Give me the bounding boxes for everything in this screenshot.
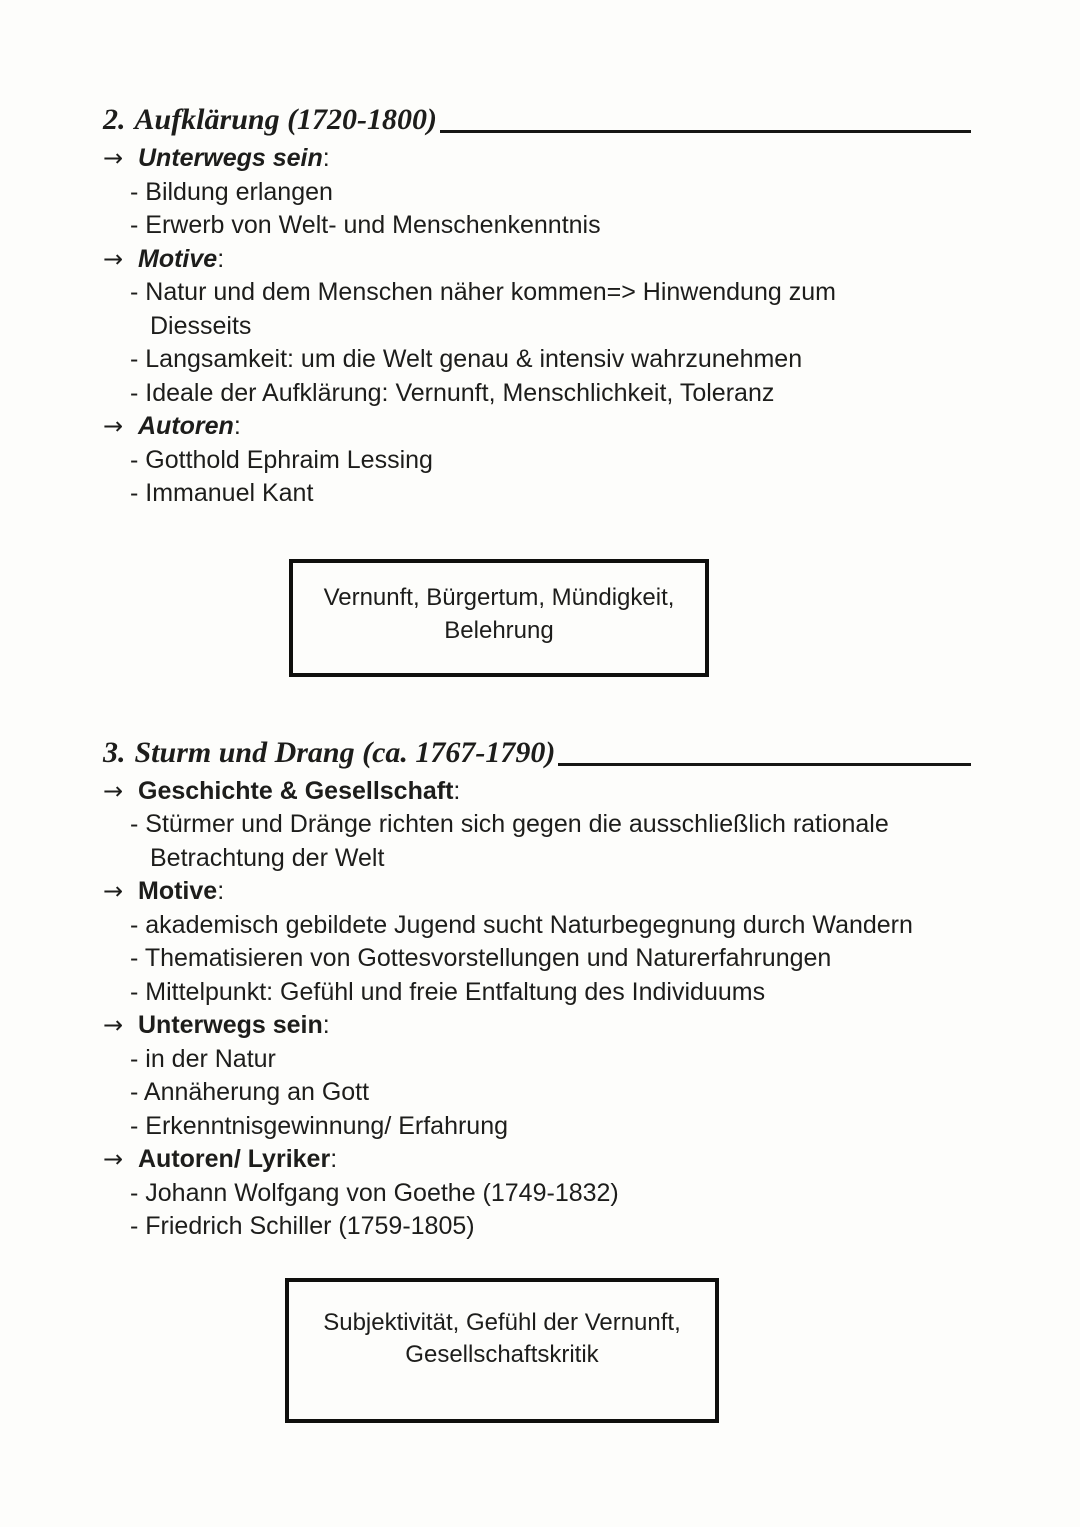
section-sturm-und-drang (103, 734, 971, 1423)
section-title: Sturm und Drang (ca. 1767-1790) (134, 735, 556, 769)
item-list (103, 142, 971, 511)
section-title: Aufklärung (1720-1800) (134, 103, 438, 136)
arrow-item (103, 775, 971, 809)
list-item-continuation: Betrachtung der Welt (150, 843, 385, 872)
keyword-box (289, 559, 709, 677)
list-item: - Thematisieren von Gottesvorstellungen und Naturerfahrungen (130, 944, 832, 972)
list-item: - Erwerb von Welt- und Menschenkenntnis (130, 211, 601, 239)
item-colon: : (330, 1145, 338, 1173)
item-colon: : (233, 412, 241, 440)
heading-underline (440, 130, 971, 133)
list-item: - Ideale der Aufklärung: Vernunft, Menschlichkeit, Toleranz (130, 378, 775, 407)
arrow-item (103, 410, 971, 444)
item-label: Autoren/ Lyriker (138, 1145, 331, 1173)
list-item: - Stürmer und Dränge richten sich gegen die ausschließlich rationale (130, 810, 889, 838)
list-item: - akademisch gebildete Jugend sucht Naturbegegnung durch Wandern (130, 910, 913, 939)
arrow-icon: → (103, 244, 124, 273)
list-item: - Friedrich Schiller (1759-1805) (130, 1212, 475, 1240)
item-label: Motive (138, 244, 218, 273)
list-item: - Annäherung an Gott (130, 1078, 370, 1106)
arrow-item (103, 142, 971, 176)
item-label: Unterwegs sein (138, 1011, 323, 1039)
heading-underline (558, 763, 971, 766)
arrow-icon: → (103, 412, 124, 440)
item-label: Geschichte & Gesellschaft (138, 776, 454, 805)
section-heading (103, 734, 971, 771)
list-item: - Gotthold Ephraim Lessing (130, 445, 433, 474)
keyword-box-line: Belehrung (444, 616, 554, 644)
list-item: - Natur und dem Menschen näher kommen=> Hinwendung zum (130, 278, 836, 306)
section-aufklaerung (103, 101, 971, 677)
item-list (103, 775, 971, 1244)
item-label: Motive (138, 877, 218, 905)
section-number: 3. (103, 735, 126, 769)
list-item: - Immanuel Kant (130, 479, 314, 507)
item-label: Unterwegs sein (138, 144, 323, 172)
item-colon: : (217, 877, 225, 905)
arrow-icon: → (103, 144, 124, 172)
list-item: - Bildung erlangen (130, 177, 333, 206)
arrow-icon: → (103, 776, 124, 805)
list-item: - Langsamkeit: um die Welt genau & intensiv wahrzunehmen (130, 345, 803, 373)
list-item-continuation: Diesseits (150, 311, 252, 340)
arrow-item (103, 243, 971, 277)
item-colon: : (322, 1011, 330, 1039)
section-heading (103, 101, 971, 138)
arrow-item (103, 875, 971, 909)
document-content (103, 101, 971, 1423)
keyword-box-line: Vernunft, Bürgertum, Mündigkeit, (323, 584, 675, 611)
arrow-item (103, 1009, 971, 1043)
keyword-box (285, 1278, 719, 1423)
item-label: Autoren (138, 412, 234, 440)
arrow-item (103, 1143, 971, 1177)
arrow-icon: → (103, 1011, 124, 1039)
list-item: - Mittelpunkt: Gefühl und freie Entfaltung des Individuums (130, 977, 766, 1006)
list-item: - Erkenntnisgewinnung/ Erfahrung (130, 1111, 509, 1140)
item-colon: : (322, 144, 330, 172)
item-colon: : (217, 244, 225, 273)
list-item: - Johann Wolfgang von Goethe (1749-1832) (130, 1178, 619, 1207)
keyword-box-line: Gesellschaftskritik (405, 1341, 599, 1368)
list-item: - in der Natur (130, 1044, 276, 1073)
item-colon: : (453, 776, 461, 805)
keyword-box-line: Subjektivität, Gefühl der Vernunft, (323, 1308, 681, 1336)
arrow-icon: → (103, 877, 124, 905)
section-number: 2. (103, 103, 126, 136)
arrow-icon: → (103, 1145, 124, 1173)
